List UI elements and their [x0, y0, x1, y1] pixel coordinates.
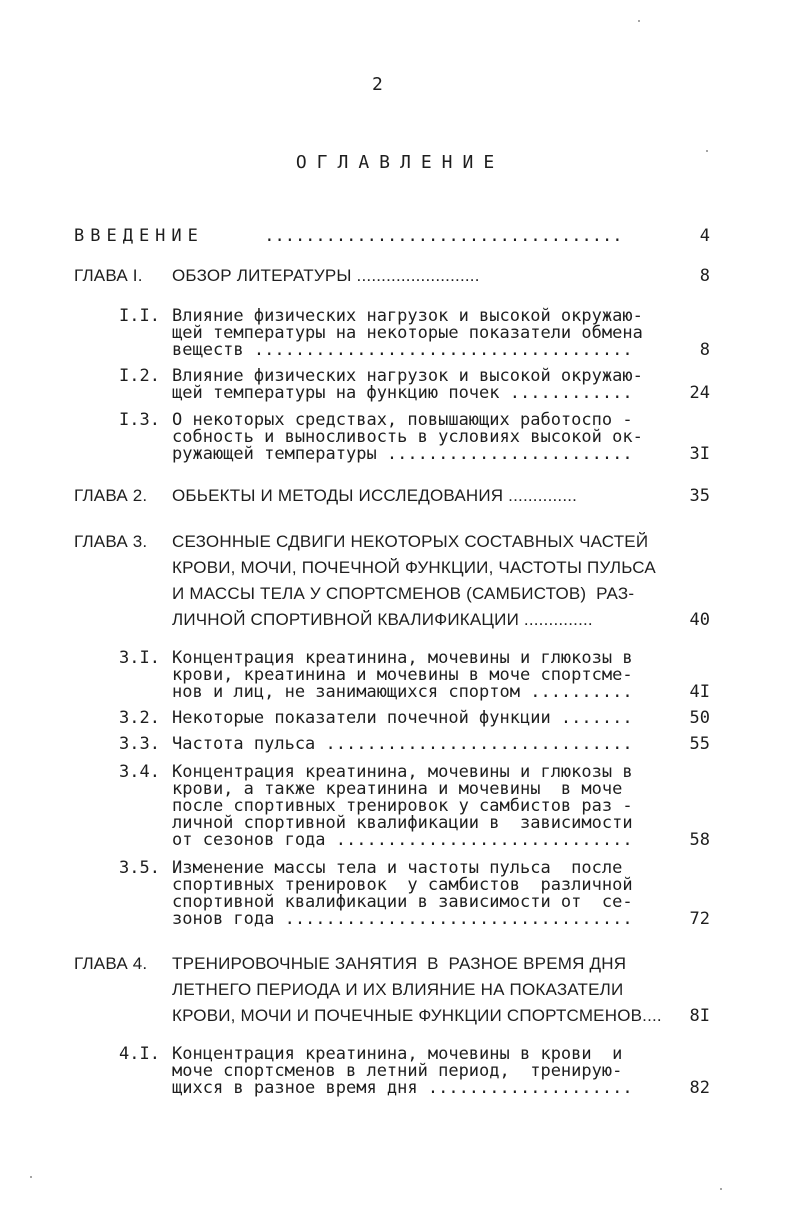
toc-s4-1-line2: моче спортсменов в летний период, тренирую-: [172, 1061, 623, 1081]
toc-ch3-line3: И МАССЫ ТЕЛА У СПОРТСМЕНОВ (САМБИСТОВ) РАЗ-: [172, 584, 635, 603]
toc-s1-3-line1: О некоторых средствах, повышающих работоспо -: [172, 410, 633, 430]
toc-ch2-label: ГЛАВА 2.: [74, 486, 148, 505]
toc-s3-5-line2: спортивных тренировок у самбистов различной: [172, 875, 633, 895]
toc-ch1-label: ГЛАВА I.: [74, 266, 143, 285]
toc-s3-4-line2: крови, а также креатинина и мочевины в моче: [172, 779, 623, 799]
toc-ch4-page: 8I: [689, 1006, 710, 1026]
toc-s3-5-line3: спортивной квалификации в зависимости от се-: [172, 892, 633, 912]
toc-s1-2-line2: щей температуры на функцию почек ............: [172, 383, 633, 403]
toc-s3-4-line1: Концентрация креатинина, мочевины и глюкозы в: [172, 762, 633, 782]
toc-s3-1-line1: Концентрация креатинина, мочевины и глюкозы в: [172, 648, 633, 668]
toc-s3-5-page: 72: [689, 909, 710, 929]
toc-s1-1-page: 8: [699, 340, 710, 360]
toc-s3-4-line4: личной спортивной квалификации в зависимости: [172, 813, 633, 833]
scan-speck: [30, 1176, 32, 1178]
toc-ch3-line4: ЛИЧНОЙ СПОРТИВНОЙ КВАЛИФИКАЦИИ ..............: [172, 610, 593, 629]
toc-ch4-line2: ЛЕТНЕГО ПЕРИОДА И ИХ ВЛИЯНИЕ НА ПОКАЗАТЕЛИ: [172, 980, 624, 999]
toc-s3-1-number: 3.I.: [119, 648, 160, 668]
scan-speck: [706, 150, 708, 152]
toc-s1-1-line1: Влияние физических нагрузок и высокой окружаю-: [172, 306, 643, 326]
toc-ch2-title: ОБЬЕКТЫ И МЕТОДЫ ИССЛЕДОВАНИЯ ..............: [172, 486, 578, 505]
scan-speck: [638, 20, 640, 22]
toc-s1-2-line1: Влияние физических нагрузок и высокой окружаю-: [172, 366, 643, 386]
toc-ch4-line1: ТРЕНИРОВОЧНЫЕ ЗАНЯТИЯ В РАЗНОЕ ВРЕМЯ ДНЯ: [172, 954, 627, 973]
toc-s3-4-line3: после спортивных тренировок у самбистов раз -: [172, 796, 633, 816]
toc-s3-5-number: 3.5.: [119, 858, 160, 878]
toc-ch4-line3: КРОВИ, МОЧИ И ПОЧЕЧНЫЕ ФУНКЦИИ СПОРТСМЕНОВ....: [172, 1006, 662, 1025]
toc-ch3-label: ГЛАВА 3.: [74, 532, 148, 551]
toc-s3-4-page: 58: [689, 830, 710, 850]
toc-s3-1-line3: нов и лиц, не занимающихся спортом ..........: [172, 682, 633, 702]
toc-intro-label: ВВЕДЕНИЕ: [74, 226, 204, 246]
toc-s3-1-page: 4I: [689, 682, 710, 702]
page-number: 2: [372, 74, 383, 95]
toc-ch4-label: ГЛАВА 4.: [74, 954, 148, 973]
toc-title: ОГЛАВЛЕНИЕ: [295, 152, 505, 173]
toc-s3-3-page: 55: [689, 734, 710, 754]
toc-s3-2-number: 3.2.: [119, 708, 160, 728]
toc-s4-1-page: 82: [689, 1078, 710, 1098]
toc-s1-1-number: I.I.: [119, 306, 160, 326]
toc-s1-2-number: I.2.: [119, 366, 160, 386]
toc-s3-3-number: 3.3.: [119, 734, 160, 754]
toc-ch3-page: 40: [689, 610, 710, 630]
toc-s3-2-page: 50: [689, 708, 710, 728]
toc-s3-5-line4: зонов года ..................................: [172, 909, 633, 929]
toc-ch3-line1: СЕЗОННЫЕ СДВИГИ НЕКОТОРЫХ СОСТАВНЫХ ЧАСТЕЙ: [172, 532, 649, 551]
scan-speck: [720, 1188, 722, 1190]
toc-s1-3-page: 3I: [689, 444, 710, 464]
toc-intro-dots: ...................................: [254, 226, 623, 246]
toc-s3-1-line2: крови, креатинина и мочевины в моче спортсме-: [172, 665, 633, 685]
toc-ch1-page: 8: [699, 266, 710, 286]
toc-s4-1-line3: щихся в разное время дня ....................: [172, 1078, 633, 1098]
toc-s1-3-number: I.3.: [119, 410, 160, 430]
toc-s1-3-line2: собность и выносливость в условиях высокой ок-: [172, 427, 643, 447]
toc-ch1-title: ОБЗОР ЛИТЕРАТУРЫ .........................: [172, 266, 480, 285]
toc-s1-2-page: 24: [689, 383, 710, 403]
toc-intro-page: 4: [699, 226, 710, 246]
toc-s3-3-line1: Частота пульса ..............................: [172, 734, 633, 754]
toc-s4-1-line1: Концентрация креатинина, мочевины в крови и: [172, 1044, 623, 1064]
toc-s3-2-line1: Некоторые показатели почечной функции .......: [172, 708, 633, 728]
toc-s3-5-line1: Изменение массы тела и частоты пульса после: [172, 858, 623, 878]
toc-s4-1-number: 4.I.: [119, 1044, 160, 1064]
toc-s1-1-line2: щей температуры на некоторые показатели обмена: [172, 323, 643, 343]
toc-ch2-page: 35: [689, 486, 710, 506]
toc-s3-4-number: 3.4.: [119, 762, 160, 782]
toc-s1-3-line3: ружающей температуры ........................: [172, 444, 633, 464]
toc-s1-1-line3: веществ .....................................: [172, 340, 633, 360]
toc-ch3-line2: КРОВИ, МОЧИ, ПОЧЕЧНОЙ ФУНКЦИИ, ЧАСТОТЫ ПУЛЬСА: [172, 558, 656, 577]
toc-s3-4-line5: от сезонов года .............................: [172, 830, 633, 850]
